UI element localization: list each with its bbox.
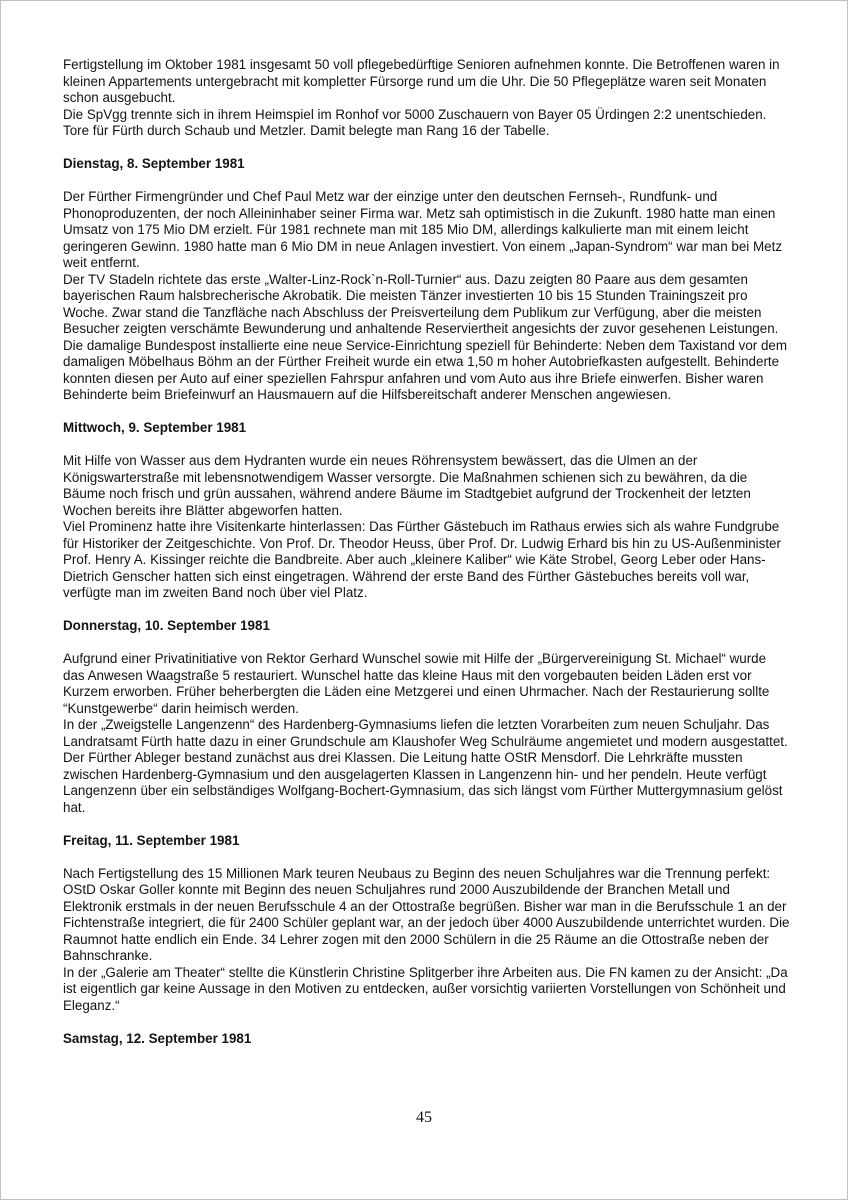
section-heading: Dienstag, 8. September 1981	[63, 156, 245, 171]
paragraph: Mit Hilfe von Wasser aus dem Hydranten wurde ein neues Röhrensystem bewässert, das die Ulmen an der Königswarterstraße mit lebensnotwendigem Wasser versorgte. Die Maßnahmen schienen sich zu bewähren, da die Bäume noch frisch und grün aussahen, während andere Bäume im Stadtgebiet aufgrund der Trockenheit der letzten Wochen bereits ihre Blätter abgeworfen hatten.	[63, 453, 751, 518]
paragraph: Der Fürther Firmengründer und Chef Paul Metz war der einzige unter den deutschen Fernseh-, Rundfunk- und Phonoproduzenten, der noch Alleininhaber seiner Firma war. Metz sah optimistisch in die Zukunft. 1980 hatte man einen Umsatz von 175 Mio DM erzielt. Für 1981 rechnete man mit 185 Mio DM, allerdings kalkulierte man mit einem leicht geringeren Gewinn. 1980 hatte man 6 Mio DM in neue Anlagen investiert. Von einem „Japan-Syndrom“ war man bei Metz weit entfernt.	[63, 189, 783, 270]
paragraph: Die damalige Bundespost installierte eine neue Service-Einrichtung speziell für Behinderte: Neben dem Taxistand vor dem damaligen Möbelhaus Böhm an der Fürther Freiheit wurde ein etwa 1,50 m hoher Autobriefkasten aufgestellt. Behinderte konnten diesen per Auto auf einer speziellen Fahrspur anfahren und vom Auto aus ihre Briefe einwerfen. Bisher waren Behinderte beim Briefeinwurf an Hausmauern auf die Hilfsbereitschaft anderer Menschen angewiesen.	[63, 337, 787, 402]
paragraph: Nach Fertigstellung des 15 Millionen Mark teuren Neubaus zu Beginn des neuen Schuljahres war die Trennung perfekt: OStD Oskar Goller konnte mit Beginn des neuen Schuljahres rund 2000 Auszubildende der Branchen Metall und Elektronik erstmals in der neuen Berufsschule 4 an der Ottostraße begrüßen. Bisher war man in die Berufsschule 1 an der Fichtenstraße integriert, die für 2400 Schüler geplant war, an der jedoch über 4000 Auszubildende unterrichtet wurden. Die Raumnot hatte endlich ein Ende. 34 Lehrer zogen mit den 2000 Schülern in die 25 Räume an die Ottostraße neben der Bahnschranke.	[63, 865, 790, 963]
section-heading: Donnerstag, 10. September 1981	[63, 618, 270, 633]
section-heading: Samstag, 12. September 1981	[63, 1030, 252, 1046]
paragraph: Aufgrund einer Privatinitiative von Rektor Gerhard Wunschel sowie mit Hilfe der „Bürgervereinigung St. Michael“ wurde das Anwesen Waagstraße 5 restauriert. Wunschel hatte das kleine Haus mit den vorgebauten beiden Läden erst vor Kurzem erworben. Früher beherbergten die Läden eine Metzgerei und einen Uhrmacher. Nach der Restaurierung sollte “Kunstgewerbe“ darin heimisch werden.	[63, 651, 770, 716]
paragraph: Die SpVgg trennte sich in ihrem Heimspiel im Ronhof vor 5000 Zuschauern von Bayer 05 Ürdingen 2:2 unentschieden. Tore für Fürth durch Schaub und Metzler. Damit belegte man Rang 16 der Tabelle.	[63, 106, 767, 138]
paragraph: In der „Zweigstelle Langenzenn“ des Hardenberg-Gymnasiums liefen die letzten Vorarbeiten zum neuen Schuljahr. Das Landratsamt Fürth hatte dazu in einer Grundschule am Klaushofer Weg Schulräume angemietet und modern ausgestattet. Der Fürther Ableger bestand zunächst aus drei Klassen. Die Leitung hatte OStR Mensdorf. Die Lehrkräfte mussten zwischen Hardenberg-Gymnasium und den ausgelagerten Klassen in Langenzenn hin- und her pendeln. Heute verfügt Langenzenn über ein selbständiges Wolfgang-Bochert-Gymnasium, das sich längst vom Fürther Muttergymnasium gelöst hat.	[63, 717, 788, 815]
section-heading: Freitag, 11. September 1981	[63, 832, 240, 848]
section-heading: Mittwoch, 9. September 1981	[63, 420, 247, 435]
paragraph: Viel Prominenz hatte ihre Visitenkarte hinterlassen: Das Fürther Gästebuch im Rathaus erwies sich als wahre Fundgrube für Historiker der Zeitgeschichte. Von Prof. Dr. Theodor Heuss, über Prof. Dr. Ludwig Erhard bis hin zu US-Außenminister Prof. Henry A. Kissinger reichte die Bandbreite. Aber auch „kleinere Kaliber“ wie Käte Strobel, Georg Leber oder Hans-Dietrich Genscher hatten sich einst eingetragen. Während der erste Band des Fürther Gästebuches bereits voll war, verfügte man im zweiten Band noch über viel Platz.	[63, 519, 781, 600]
page-number: 45	[416, 1109, 432, 1126]
paragraph: In der „Galerie am Theater“ stellte die Künstlerin Christine Splitgerber ihre Arbeiten aus. Die FN kamen zu der Ansicht: „Da ist eigentlich gar keine Aussage in den Motiven zu entdecken, außer vorsichtig variierten Vorstellungen von Schönheit und Eleganz.“	[63, 964, 788, 1013]
document-body	[63, 57, 791, 1064]
paragraph: Fertigstellung im Oktober 1981 insgesamt 50 voll pflegebedürftige Senioren aufnehmen konnte. Die Betroffenen waren in kleinen Appartements untergebracht mit kompletter Fürsorge rund um die Uhr. Die 50 Pflegeplätze waren seit Monaten schon ausgebucht.	[63, 57, 780, 105]
paragraph: Der TV Stadeln richtete das erste „Walter-Linz-Rock`n-Roll-Turnier“ aus. Dazu zeigten 80 Paare aus dem gesamten bayerischen Raum halsbrecherische Akrobatik. Die meisten Tänzer investierten 10 bis 15 Stunden Trainingszeit pro Woche. Zwar stand die Tanzfläche nach Abschluss der Preisverteilung dem Publikum zur Verfügung, aber die meisten Besucher zeigten verschämte Bewunderung und anhaltende Reserviertheit angesichts der zuvor gesehenen Leistungen.	[63, 271, 779, 336]
